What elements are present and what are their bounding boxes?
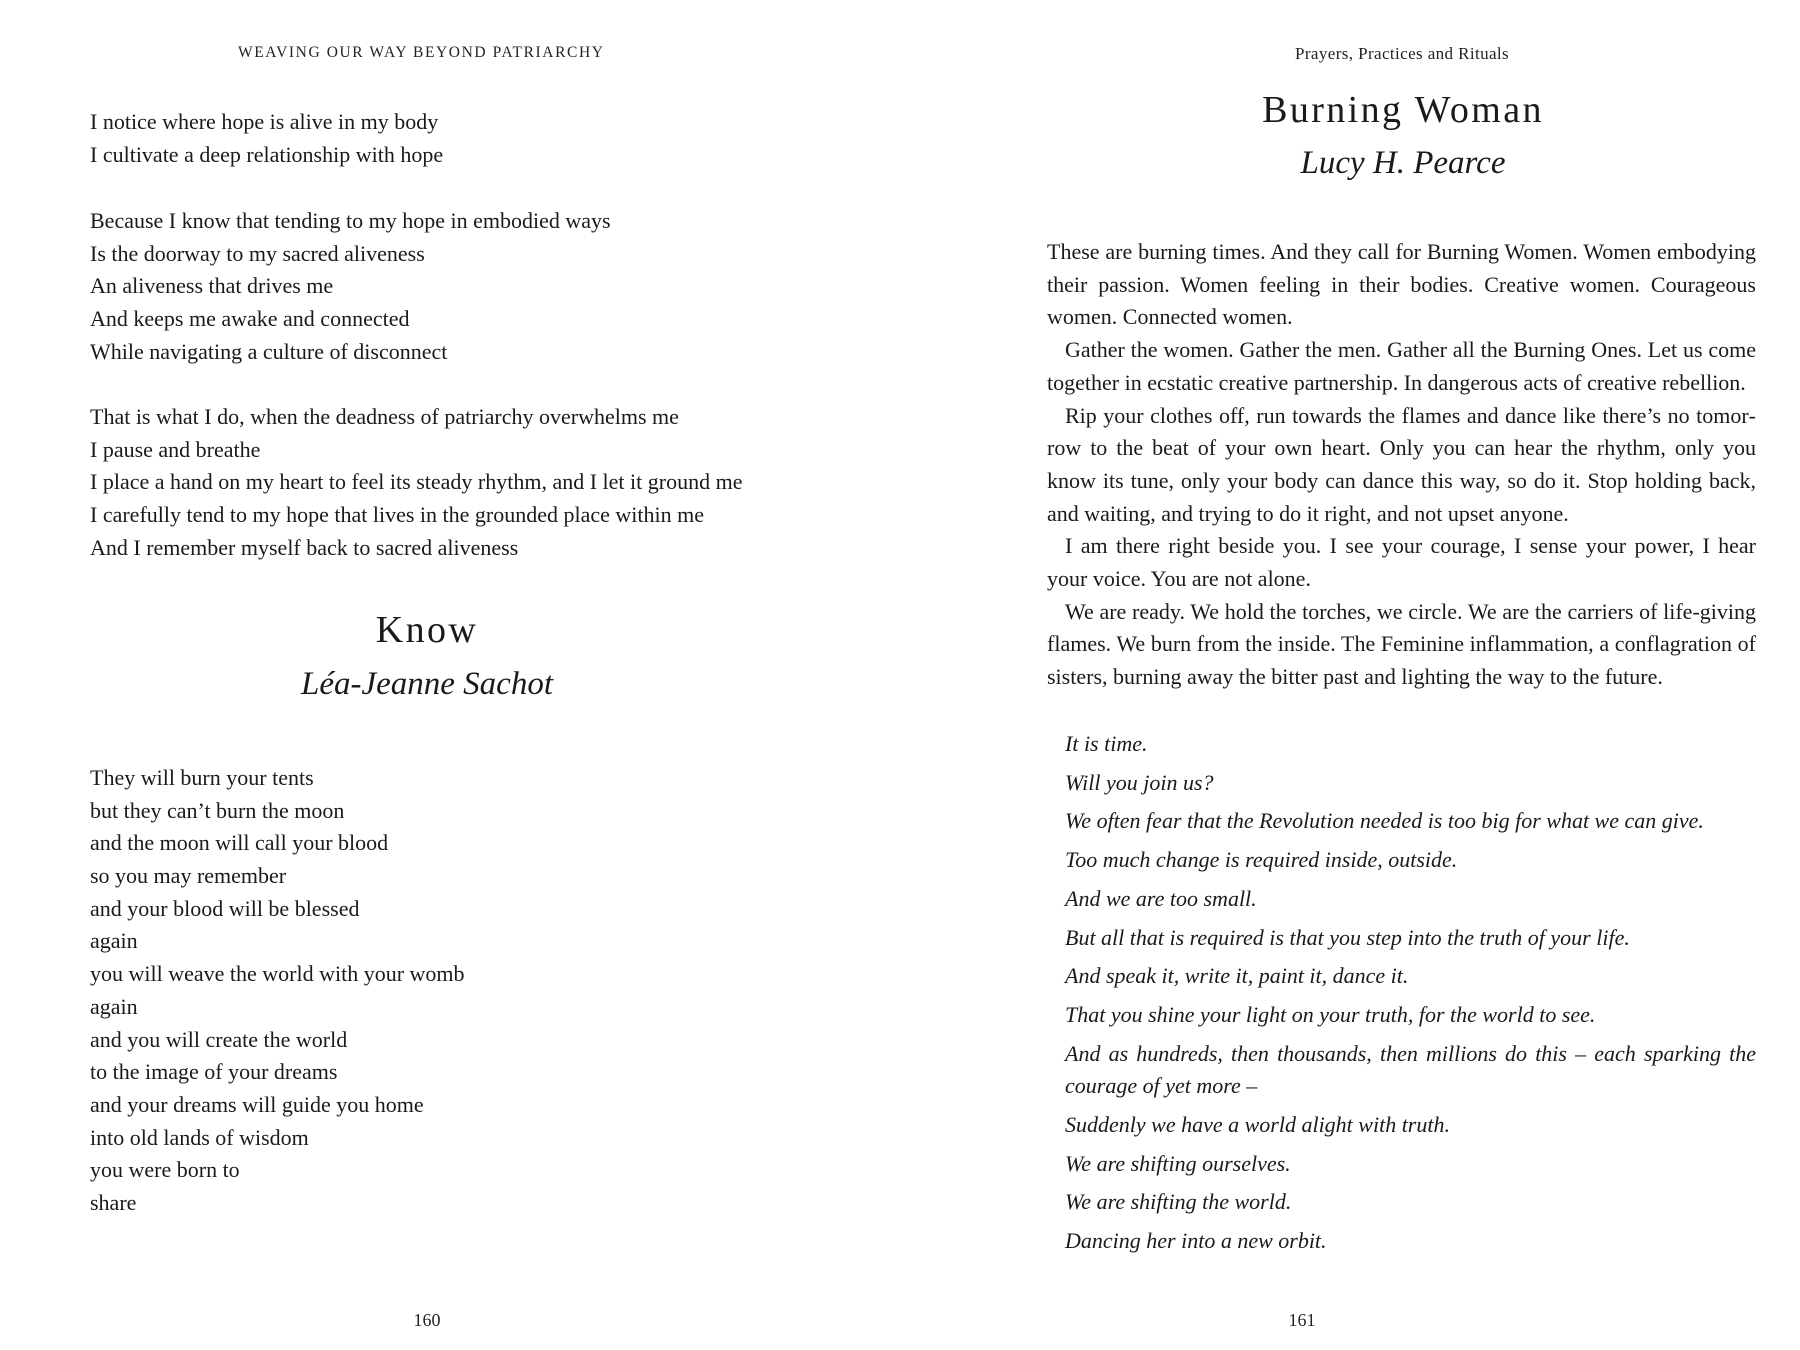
- page-number-left: 160: [413, 1310, 441, 1330]
- verse-line: They will burn your tents: [90, 765, 314, 790]
- verse-line: Because I know that tending to my hope in embodied ways: [90, 208, 611, 233]
- verse-line: Will you join us?: [1065, 769, 1214, 795]
- verse-line: I cultivate a deep relationship with hope: [90, 141, 444, 167]
- chapter-author: Lucy H. Pearce: [1300, 145, 1506, 181]
- verse-line: We are shifting ourselves.: [1065, 1150, 1291, 1176]
- verse-line: Is the doorway to my sacred aliveness: [90, 240, 425, 266]
- verse-line: I notice where hope is alive in my body: [90, 109, 439, 134]
- verse-line: That is what I do, when the deadness of patriarchy overwhelms me: [90, 404, 679, 429]
- verse-line: again: [90, 928, 138, 954]
- verse-line: Dancing her into a new orbit.: [1065, 1228, 1327, 1254]
- prose-body: [1047, 236, 1756, 694]
- paragraph: Gather the women. Gather the men. Gather all the Burning Ones. Let us come together in ecstatic creative partnership. In dangerous acts of creative rebellion.: [1047, 337, 1756, 395]
- verse-line: And we are too small.: [1065, 885, 1257, 911]
- verse-line: and the moon will call your blood: [90, 830, 389, 856]
- verse-line: And I remember myself back to sacred aliveness: [90, 534, 519, 560]
- stanza-2: [90, 205, 611, 368]
- chapter-title: Burning Woman: [1262, 89, 1544, 131]
- verse-line: We are shifting the world.: [1065, 1189, 1292, 1215]
- poem-title: Know: [375, 609, 479, 651]
- paragraph: I am there right beside you. I see your courage, I sense your power, I hear your voice. You are not alone.: [1047, 533, 1756, 592]
- paragraph: Rip your clothes off, run towards the flames and dance like there’s no tomorrow to the beat of your own heart. Only you can hear the rhythm, only you know its tune, only your body can dance this way, so do it. Stop holding back, and waiting, and trying to do it right, and not upset anyone.: [1047, 402, 1756, 526]
- verse-line: share: [90, 1189, 137, 1215]
- verse-line: into old lands of wisdom: [90, 1124, 309, 1150]
- stanza-3: [90, 401, 742, 564]
- verse-line: And speak it, write it, paint it, dance it.: [1065, 963, 1409, 989]
- verse-line: and you will create the world: [90, 1026, 348, 1052]
- page-number-right: 161: [1288, 1310, 1316, 1330]
- right-page: [900, 0, 1800, 1350]
- poem-body: [90, 762, 465, 1220]
- verse-line: you were born to: [90, 1157, 240, 1183]
- verse-line: We often fear that the Revolution needed is too big for what we can give.: [1065, 808, 1704, 834]
- italic-verse: [1065, 728, 1756, 1264]
- running-head-left: WEAVING OUR WAY BEYOND PATRIARCHY: [238, 44, 605, 61]
- verse-line: It is time.: [1065, 731, 1148, 756]
- verse-line: again: [90, 993, 138, 1019]
- paragraph: We are ready. We hold the torches, we circle. We are the carriers of life-giving flames. We burn from the inside. The Feminine inflammation, a conflagration of sisters, burning away the bitter past and lighting the way to the future.: [1047, 598, 1756, 690]
- verse-line: I pause and breathe: [90, 436, 261, 462]
- verse-line: to the image of your dreams: [90, 1059, 338, 1085]
- verse-line: you will weave the world with your womb: [90, 961, 465, 987]
- verse-line: Too much change is required inside, outside.: [1065, 847, 1458, 873]
- verse-line: But all that is required is that you step into the truth of your life.: [1065, 924, 1630, 950]
- verse-line: but they can’t burn the moon: [90, 797, 345, 823]
- verse-line: And as hundreds, then thousands, then millions do this – each sparking the courage of yet more –: [1065, 1040, 1756, 1099]
- verse-line: And keeps me awake and connected: [90, 306, 410, 332]
- verse-line: An aliveness that drives me: [90, 273, 334, 299]
- verse-line: I place a hand on my heart to feel its steady rhythm, and I let it ground me: [90, 469, 743, 495]
- verse-line: so you may remember: [90, 863, 287, 889]
- verse-line: and your blood will be blessed: [90, 895, 360, 921]
- stanza-1: [90, 106, 443, 171]
- poem-author: Léa-Jeanne Sachot: [301, 666, 553, 702]
- verse-line: I carefully tend to my hope that lives in the grounded place within me: [90, 502, 704, 528]
- verse-line: That you shine your light on your truth, for the world to see.: [1065, 1001, 1596, 1027]
- verse-line: While navigating a culture of disconnect: [90, 338, 448, 364]
- verse-line: and your dreams will guide you home: [90, 1091, 424, 1117]
- verse-line: Suddenly we have a world alight with truth.: [1065, 1112, 1450, 1138]
- paragraph: These are burning times. And they call for Burning Women. Women embodying their passion. Women feeling in their bodies. Creative women. Courageous women. Connected women.: [1047, 239, 1756, 330]
- running-head-right: Prayers, Practices and Rituals: [1295, 44, 1510, 63]
